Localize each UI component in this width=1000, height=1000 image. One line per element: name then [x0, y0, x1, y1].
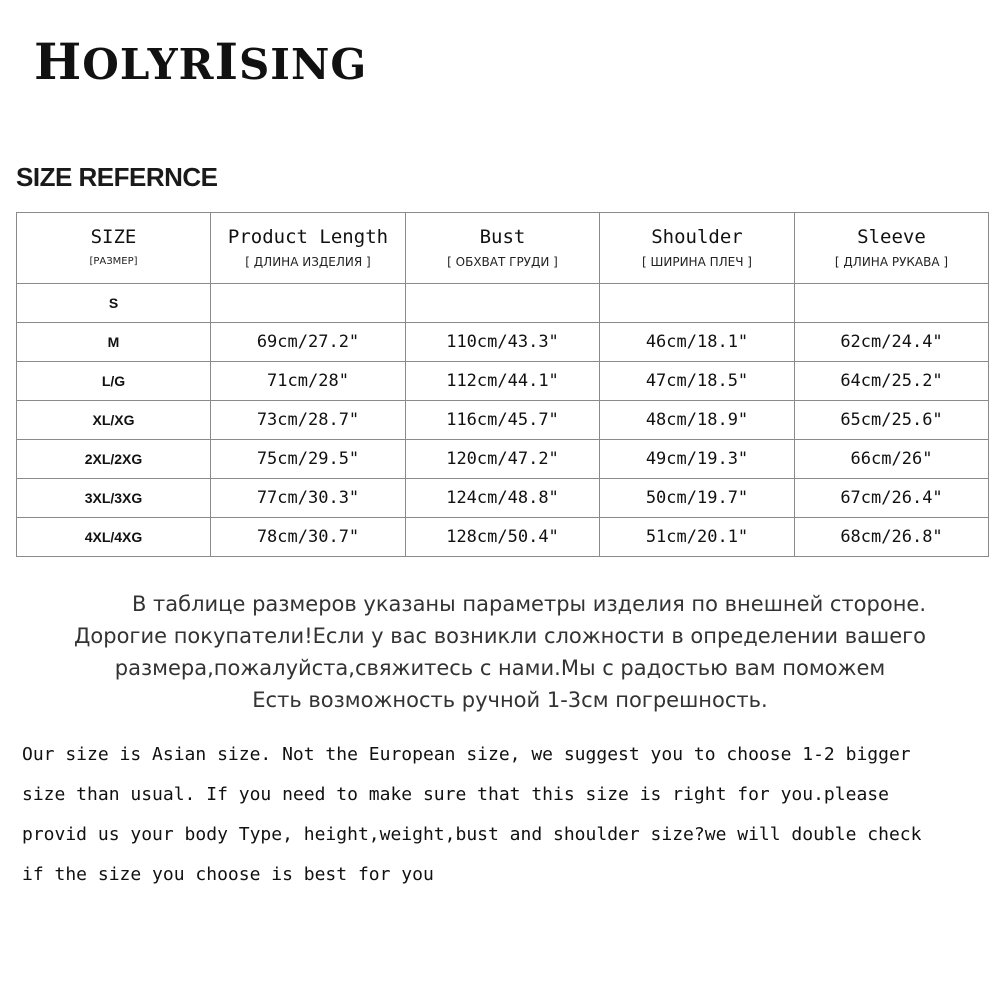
- header-bust-sublabel: [ ОБХВАТ ГРУДИ ]: [447, 255, 558, 269]
- size-table: [16, 212, 989, 557]
- bust-cell: [406, 284, 600, 323]
- product-length-cell: 71cm/28": [211, 362, 406, 401]
- page-title: SIZE REFERNCE: [16, 162, 218, 192]
- bust-cell: 116cm/45.7": [406, 401, 600, 440]
- russian-notes: [0, 588, 1000, 716]
- size-label-cell: 2XL/2XG: [17, 440, 211, 479]
- bust-cell: 128cm/50.4": [406, 518, 600, 557]
- header-sleeve-label: Sleeve: [857, 226, 926, 248]
- shoulder-cell: 49cm/19.3": [600, 440, 795, 479]
- table-row: [17, 323, 989, 362]
- header-bust-label: Bust: [479, 226, 526, 248]
- table-row: [17, 479, 989, 518]
- logo-text-sing: SING: [238, 40, 368, 89]
- size-label-cell: M: [17, 323, 211, 362]
- shoulder-cell: 51cm/20.1": [600, 518, 795, 557]
- size-label-cell: XL/XG: [17, 401, 211, 440]
- english-note-line: Our size is Asian size. Not the European size, we suggest you to choose 1-2 bigger: [22, 744, 911, 765]
- table-row: [17, 440, 989, 479]
- header-product-length-label: Product Length: [227, 226, 389, 248]
- header-size-label: SIZE: [90, 226, 137, 248]
- table-row: [17, 362, 989, 401]
- header-size-sublabel: [РАЗМЕР]: [89, 256, 138, 267]
- sleeve-cell: 62cm/24.4": [795, 323, 989, 362]
- logo-letter-h: H: [34, 32, 83, 91]
- shoulder-cell: 48cm/18.9": [600, 401, 795, 440]
- header-shoulder-sublabel: [ ШИРИНА ПЛЕЧ ]: [642, 255, 752, 269]
- english-notes: [22, 735, 982, 895]
- header-shoulder-label: Shoulder: [651, 226, 743, 248]
- size-label-cell: L/G: [17, 362, 211, 401]
- english-note-line: if the size you choose is best for you: [22, 864, 434, 885]
- product-length-cell: 77cm/30.3": [211, 479, 406, 518]
- english-note-line: provid us your body Type, height,weight,bust and shoulder size?we will double check: [22, 824, 922, 845]
- product-length-cell: 75cm/29.5": [211, 440, 406, 479]
- sleeve-cell: 67cm/26.4": [795, 479, 989, 518]
- header-product-length-sublabel: [ ДЛИНА ИЗДЕЛИЯ ]: [245, 255, 371, 269]
- size-label-cell: 4XL/4XG: [17, 518, 211, 557]
- bust-cell: 110cm/43.3": [406, 323, 600, 362]
- table-header-row: [17, 213, 989, 284]
- table-row: [17, 518, 989, 557]
- english-note-line: size than usual. If you need to make sure that this size is right for you.please: [22, 784, 889, 805]
- russian-note-line: Есть возможность ручной 1-3см погрешность.: [252, 688, 768, 712]
- product-length-cell: [211, 284, 406, 323]
- russian-note-line: размера,пожалуйста,свяжитесь с нами.Мы с радостью вам поможем: [114, 656, 886, 680]
- header-bust: [406, 213, 600, 284]
- header-size: [17, 213, 211, 284]
- product-length-cell: 73cm/28.7": [211, 401, 406, 440]
- logo-letter-i: I: [214, 32, 239, 91]
- shoulder-cell: 50cm/19.7": [600, 479, 795, 518]
- header-product-length: [211, 213, 406, 284]
- product-length-cell: 78cm/30.7": [211, 518, 406, 557]
- shoulder-cell: [600, 284, 795, 323]
- sleeve-cell: [795, 284, 989, 323]
- sleeve-cell: 64cm/25.2": [795, 362, 989, 401]
- size-label-cell: 3XL/3XG: [17, 479, 211, 518]
- shoulder-cell: 47cm/18.5": [600, 362, 795, 401]
- logo-text-olyr: OLYR: [82, 40, 215, 89]
- bust-cell: 120cm/47.2": [406, 440, 600, 479]
- brand-logo: [34, 32, 368, 91]
- header-shoulder: [600, 213, 795, 284]
- russian-note-line: Дорогие покупатели!Если у вас возникли сложности в определении вашего: [73, 624, 926, 648]
- size-label-cell: S: [17, 284, 211, 323]
- bust-cell: 112cm/44.1": [406, 362, 600, 401]
- bust-cell: 124cm/48.8": [406, 479, 600, 518]
- sleeve-cell: 68cm/26.8": [795, 518, 989, 557]
- russian-note-line: В таблице размеров указаны параметры изделия по внешней стороне.: [131, 592, 927, 616]
- table-row: [17, 401, 989, 440]
- sleeve-cell: 66cm/26": [795, 440, 989, 479]
- header-sleeve-sublabel: [ ДЛИНА РУКАВА ]: [834, 255, 949, 269]
- product-length-cell: 69cm/27.2": [211, 323, 406, 362]
- table-row: [17, 284, 989, 323]
- shoulder-cell: 46cm/18.1": [600, 323, 795, 362]
- sleeve-cell: 65cm/25.6": [795, 401, 989, 440]
- header-sleeve: [795, 213, 989, 284]
